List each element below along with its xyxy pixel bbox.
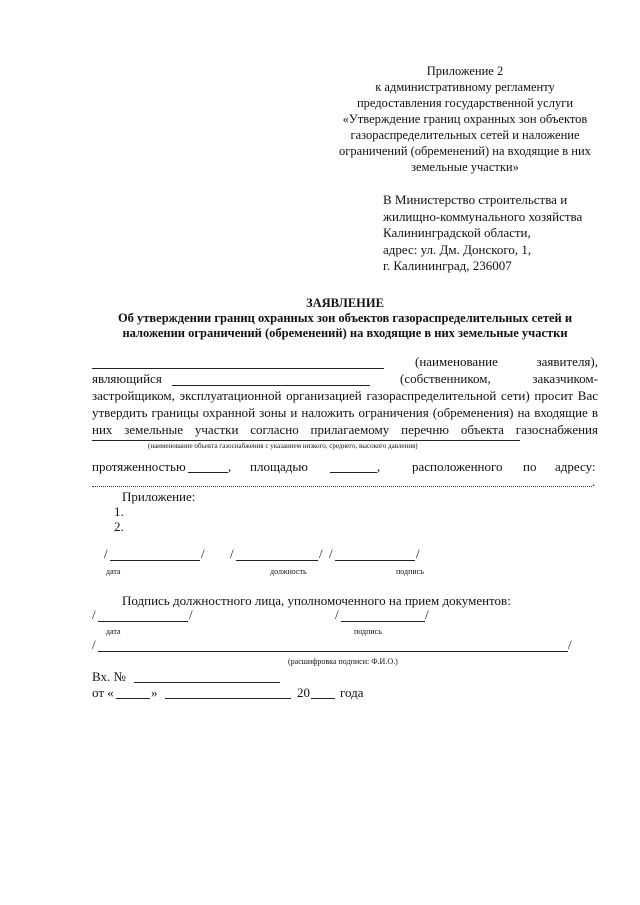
signature-field[interactable] [335, 560, 415, 561]
month-field[interactable] [165, 698, 291, 699]
incoming-number-label: Вх. № [92, 669, 126, 684]
year-field[interactable] [311, 698, 335, 699]
gas-object-hint: (наименование объекта газоснабжения с указанием низкого, среднего, высокого давления) [148, 442, 418, 450]
length-label: протяженностью [92, 459, 186, 474]
addressee-line: жилищно-коммунального хозяйства [383, 208, 583, 224]
addressee-line: адрес: ул. Дм. Донского, 1, [383, 241, 532, 257]
applicant-name-field[interactable] [92, 368, 384, 369]
position-field[interactable] [236, 560, 318, 561]
area-label: площадью [250, 459, 308, 474]
appendix-line: Приложение 2 [426, 64, 504, 78]
official-sign-caption: подпись [354, 627, 382, 636]
addressee-block [383, 192, 582, 275]
incoming-number-field[interactable] [134, 682, 280, 683]
length-field[interactable] [188, 472, 228, 473]
appendix-line: предоставления государственной услуги [356, 96, 574, 110]
appendix-line: «Утверждение границ охранных зон объектов [342, 112, 588, 126]
applicant-hint: (наименование заявителя), [415, 354, 598, 369]
addressee-line: г. Калининград, 236007 [383, 258, 512, 273]
date-caption: дата [106, 567, 121, 576]
position-caption: должность [270, 567, 307, 576]
close-quote: » [151, 685, 158, 700]
appendix-line: к административному регламенту [375, 80, 555, 94]
appendix-line: земельные участки» [411, 160, 519, 174]
attachment-item: 2. [114, 519, 124, 534]
document-subtitle-line1: Об утверждении границ охранных зон объектов газораспределительных сетей и [117, 311, 573, 325]
official-date-field[interactable] [98, 621, 188, 622]
appendix-line: ограничений (обременений) на входящие в них [339, 144, 591, 158]
official-sign-field[interactable] [341, 621, 425, 622]
year-prefix: 20 [297, 685, 310, 700]
addressee-line: Калининградской области, [383, 225, 531, 240]
from-label: от « [92, 685, 114, 700]
day-field[interactable] [116, 698, 150, 699]
being-label: являющийся [92, 371, 162, 386]
sign-caption: подпись [396, 567, 424, 576]
applicant-role-field[interactable] [172, 385, 370, 386]
attachment-item: 1. [114, 504, 124, 519]
address-label: адресу: [555, 459, 596, 474]
official-date-caption: дата [106, 627, 121, 636]
official-decode-caption: (расшифровка подписи: Ф.И.О.) [288, 657, 398, 666]
appendix-line: газораспределительных сетей и наложение [350, 128, 580, 142]
owner-part: (собственником, заказчиком- [400, 371, 598, 386]
by-label: по [523, 459, 537, 474]
body-line: них земельные участки согласно прилагаемому перечню объекта газоснабжения [92, 422, 598, 437]
located-label: расположенного [412, 459, 503, 474]
area-field[interactable] [330, 472, 377, 473]
official-label: Подпись должностного лица, уполномоченного на прием документов: [122, 593, 511, 608]
address-field[interactable] [92, 486, 592, 487]
document-title: ЗАЯВЛЕНИЕ [306, 296, 384, 310]
appendix-block [330, 63, 600, 175]
year-suffix: года [340, 685, 364, 700]
document-subtitle-line2: наложении ограничений (обременений) на входящие в них земельные участки [122, 326, 568, 340]
attachments-label: Приложение: [122, 489, 196, 504]
body-line: застройщиком, эксплуатационной организацией газораспределительной сети) просит Вас [92, 388, 598, 403]
gas-object-field[interactable] [92, 440, 520, 441]
date-field[interactable] [110, 560, 200, 561]
body-line: утвердить границы охранной зоны и наложить ограничения (обременения) на входящие в [92, 405, 598, 420]
official-name-field[interactable] [98, 651, 568, 652]
addressee-line: В Министерство строительства и [383, 192, 568, 207]
